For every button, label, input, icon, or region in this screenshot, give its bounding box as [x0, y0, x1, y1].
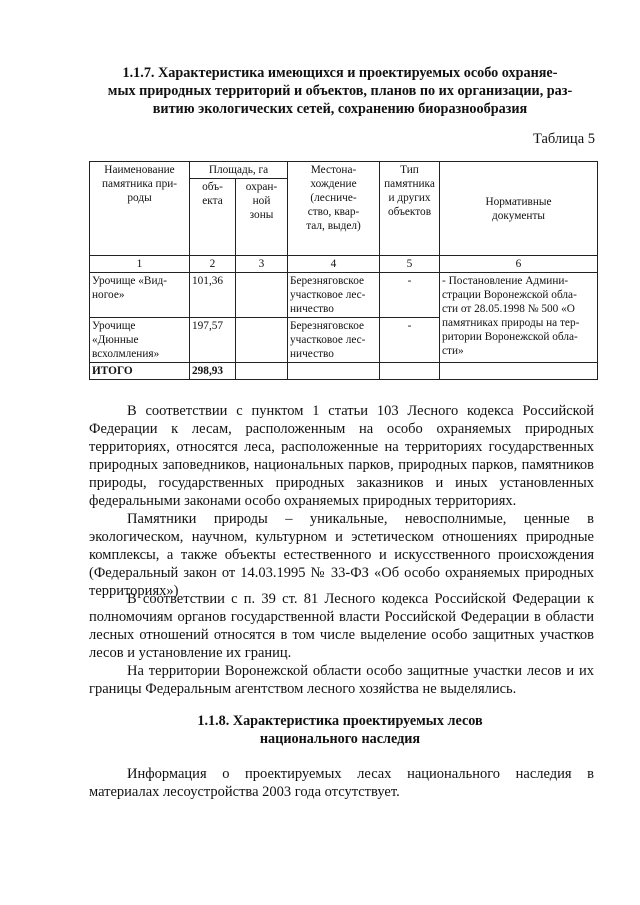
heading-line: витию экологических сетей, сохранению биоразнообразия — [152, 101, 528, 117]
empty-cell — [288, 363, 380, 380]
paragraph: В соответствии с пунктом 1 статьи 103 Лесного кодекса Российской Федерации к лесам, расположенным на особо охраняемых природных территориях, относятся леса, расположенные на территориях государственных природных заповедников, национальных парков, природных парков, памятников природы, государственных природных заказников и иных установленных федеральными законами особо охраняемых природных территориях. — [89, 403, 594, 509]
header-location: Местона- хождение (лесниче- ство, квар- тал, выдел) — [288, 162, 380, 256]
total-label: ИТОГО — [90, 363, 190, 380]
column-number: 2 — [190, 256, 236, 273]
heading-line: 1.1.8. Характеристика проектируемых лесов — [197, 713, 483, 729]
heading-line: мых природных территорий и объектов, планов по их организации, раз- — [107, 83, 573, 99]
paragraph: На территории Воронежской области особо защитные участки лесов и их границы Федеральным агентством лесного хозяйства не выделялись. — [89, 663, 594, 697]
empty-cell — [440, 363, 598, 380]
paragraph: Памятники природы – уникальные, невосполнимые, ценные в экологическом, научном, культурном и эстетическом отношениях природные комплексы, а также объекты естественного и искусственного происхождения (Федеральный закон от 14.03.1995 № 33-ФЗ «Об особо охраняемых природных территориях») — [89, 511, 594, 599]
header-name: Наименование памятника при- роды — [90, 162, 190, 256]
heading-line: национального наследия — [259, 731, 421, 747]
header-type: Тип памятника и других объектов — [380, 162, 440, 256]
row-area-object: 197,57 — [190, 318, 236, 363]
paragraph-final: Информация о проектируемых лесах национального наследия в материалах лесоустройства 2003 года отсутствует. — [89, 766, 594, 800]
row-name: Урочище «Вид- ногое» — [90, 273, 190, 318]
empty-cell — [236, 363, 288, 380]
column-number: 1 — [90, 256, 190, 273]
row-docs: - Постановление Админи- страции Воронежской обла- сти от 28.05.1998 № 500 «О памятниках природы на тер- ритории Воронежской обла- сти» — [440, 273, 598, 363]
row-name: Урочище «Дюнные всхолмления» — [90, 318, 190, 363]
row-type: - — [380, 273, 440, 318]
table-row — [90, 273, 598, 318]
section-heading-1-1-8 — [85, 712, 595, 748]
paragraph: В соответствии с п. 39 ст. 81 Лесного кодекса Российской Федерации к полномочиям органов государственной власти Российской Федерации в области лесных отношений относятся в том числе выделение особо защитных участков лесов и установление их границ. — [89, 591, 594, 661]
header-area-object: объ- екта — [190, 179, 236, 256]
row-type: - — [380, 318, 440, 363]
column-number: 6 — [440, 256, 598, 273]
header-area-zone: охран- ной зоны — [236, 179, 288, 256]
row-location: Березняговское участковое лес- ничество — [288, 273, 380, 318]
table-header-row — [90, 162, 598, 179]
heading-line: 1.1.7. Характеристика имеющихся и проектируемых особо охраняе- — [122, 65, 558, 81]
empty-cell — [380, 363, 440, 380]
nature-monuments-table — [89, 161, 598, 380]
table-total-row — [90, 363, 598, 380]
column-number-row — [90, 256, 598, 273]
row-location: Березняговское участковое лес- ничество — [288, 318, 380, 363]
header-area: Площадь, га — [190, 162, 288, 179]
row-area-zone — [236, 273, 288, 318]
row-area-object: 101,36 — [190, 273, 236, 318]
total-area-object: 298,93 — [190, 363, 236, 380]
row-area-zone — [236, 318, 288, 363]
column-number: 5 — [380, 256, 440, 273]
column-number: 4 — [288, 256, 380, 273]
header-docs: Нормативные документы — [440, 162, 598, 256]
section-heading-1-1-7 — [85, 64, 595, 118]
table-label: Таблица 5 — [532, 131, 595, 147]
column-number: 3 — [236, 256, 288, 273]
